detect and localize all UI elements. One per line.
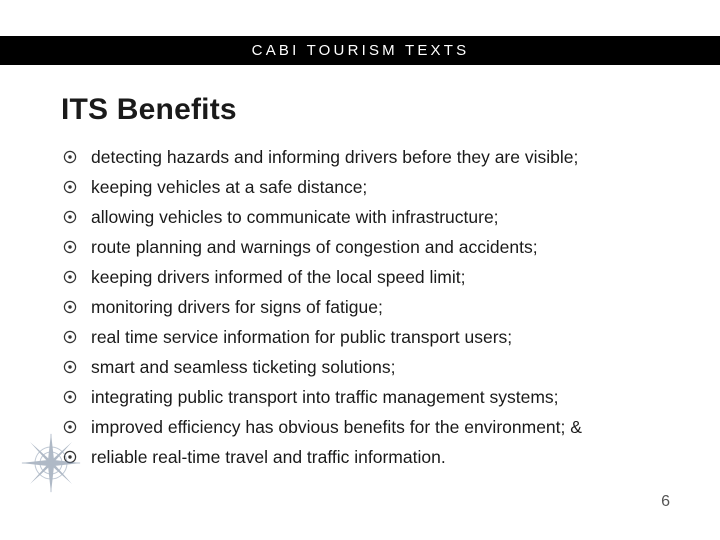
circled-dot-icon (63, 300, 77, 314)
circled-dot-icon (63, 330, 77, 344)
list-item (0, 412, 582, 442)
bullet-text: integrating public transport into traffic management systems; (91, 387, 559, 407)
bullet-text: allowing vehicles to communicate with infrastructure; (91, 207, 499, 227)
circled-dot-icon (63, 390, 77, 404)
compass-rose-icon (18, 430, 84, 496)
banner-title: CABI TOURISM TEXTS (251, 42, 470, 59)
bullet-text: route planning and warnings of congestion and accidents; (91, 237, 538, 257)
list-item (0, 262, 582, 292)
bullet-text: smart and seamless ticketing solutions; (91, 357, 396, 377)
bullet-text: detecting hazards and informing drivers before they are visible; (91, 147, 579, 167)
list-item (0, 322, 582, 352)
bullet-text: reliable real-time travel and traffic information. (91, 447, 446, 467)
list-item (0, 232, 582, 262)
bullet-text: monitoring drivers for signs of fatigue; (91, 297, 383, 317)
list-item (0, 382, 582, 412)
list-item (0, 292, 582, 322)
header-banner (0, 36, 720, 65)
bullet-text: keeping drivers informed of the local speed limit; (91, 267, 466, 287)
list-item (0, 142, 582, 172)
page-title: ITS Benefits (61, 93, 237, 126)
bullet-text: real time service information for public transport users; (91, 327, 513, 347)
bullet-list (0, 142, 582, 472)
bullet-text: improved efficiency has obvious benefits for the environment; & (91, 417, 582, 437)
circled-dot-icon (63, 270, 77, 284)
circled-dot-icon (63, 360, 77, 374)
list-item (0, 352, 582, 382)
list-item (0, 172, 582, 202)
circled-dot-icon (63, 180, 77, 194)
circled-dot-icon (63, 210, 77, 224)
list-item (0, 202, 582, 232)
circled-dot-icon (63, 150, 77, 164)
list-item (0, 442, 582, 472)
bullet-text: keeping vehicles at a safe distance; (91, 177, 368, 197)
page-number: 6 (661, 493, 670, 510)
circled-dot-icon (63, 240, 77, 254)
